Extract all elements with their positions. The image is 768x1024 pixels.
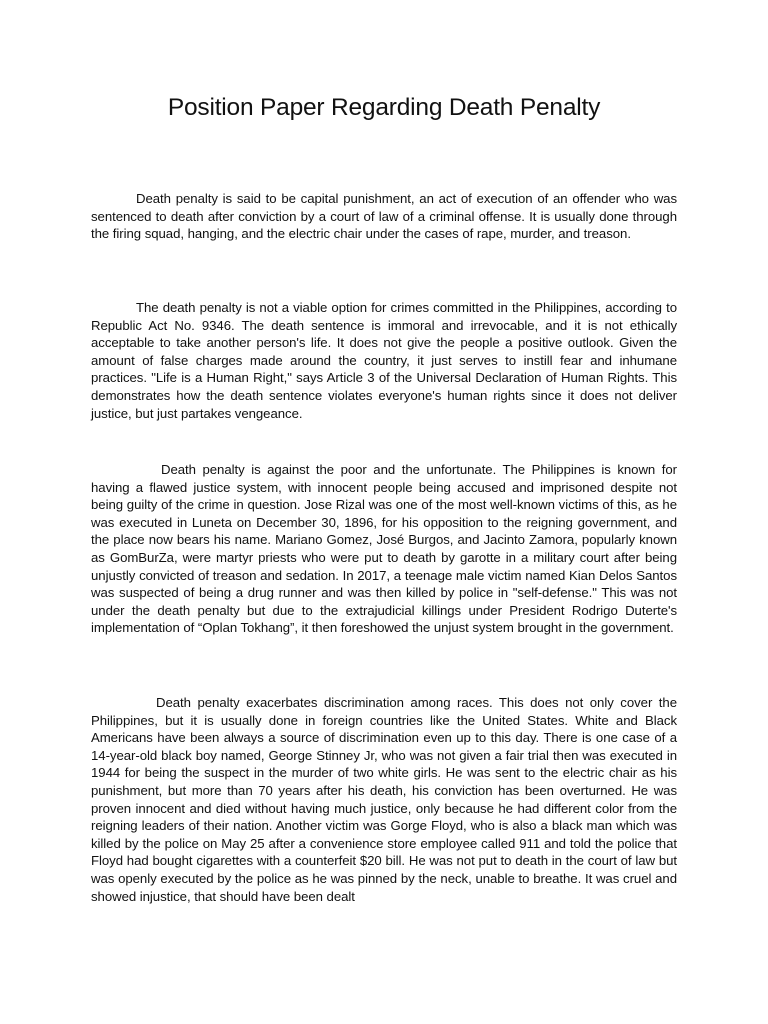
paragraph-discrimination: Death penalty exacerbates discrimination among races. This does not only cover the Philippines, but it is usually done in foreign countries like the United States. White and Black Americans have been always a source of discrimination even up to this day. There is one case of a 14-year-old black boy named, George Stinney Jr, who was not given a fair trial then was executed in 1944 for being the suspect in the murder of two white girls. He was sent to the electric chair as his punishment, but more than 70 years after his death, his conviction has been overturned. He was proven innocent and died without having much justice, only because he had different color from the reigning leaders of their nation. Another victim was Gorge Floyd, who is also a black man which was killed by the police on May 25 after a convenience store employee called 911 and told the police that Floyd had bought cigarettes with a counterfeit $20 bill. He was not put to death in the court of law but was openly executed by the police as he was pinned by the neck, unable to breathe. It was cruel and showed injustice, that should have been dealt (91, 695, 677, 904)
paragraph-definition: Death penalty is said to be capital punishment, an act of execution of an offender who was sentenced to death after conviction by a court of law of a criminal offense. It is usually done through the firing squad, hanging, and the electric chair under the cases of rape, murder, and treason. (91, 191, 677, 242)
paragraph-against-poor: Death penalty is against the poor and the unfortunate. The Philippines is known for having a flawed justice system, with innocent people being accused and imprisoned despite not being guilty of the crime in question. Jose Rizal was one of the most well-known victims of this, as he was executed in Luneta on December 30, 1896, for his opposition to the reigning government, and the place now bears his name. Mariano Gomez, José Burgos, and Jacinto Zamora, popularly known as GomBurZa, were martyr priests who were put to death by garotte in a military court after being unjustly convicted of treason and sedation. In 2017, a teenage male victim named Kian Delos Santos was suspected of being a drug runner and was then killed by police in "self-defense." This was not under the death penalty but due to the extrajudicial killings under President Rodrigo Duterte's implementation of “Oplan Tokhang”, it then foreshowed the unjust system brought in the government. (91, 462, 677, 636)
document-title: Position Paper Regarding Death Penalty (167, 94, 601, 121)
paragraph-not-viable: The death penalty is not a viable option for crimes committed in the Philippines, according to Republic Act No. 9346. The death sentence is immoral and irrevocable, and it is not ethically acceptable to take another person's life. It does not give the people a positive outlook. Given the amount of false charges made around the country, it just serves to instill fear and inhumane practices. "Life is a Human Right," says Article 3 of the Universal Declaration of Human Rights. This demonstrates how the death sentence violates everyone's human rights since it does not deliver justice, but just partakes vengeance. (91, 300, 677, 421)
